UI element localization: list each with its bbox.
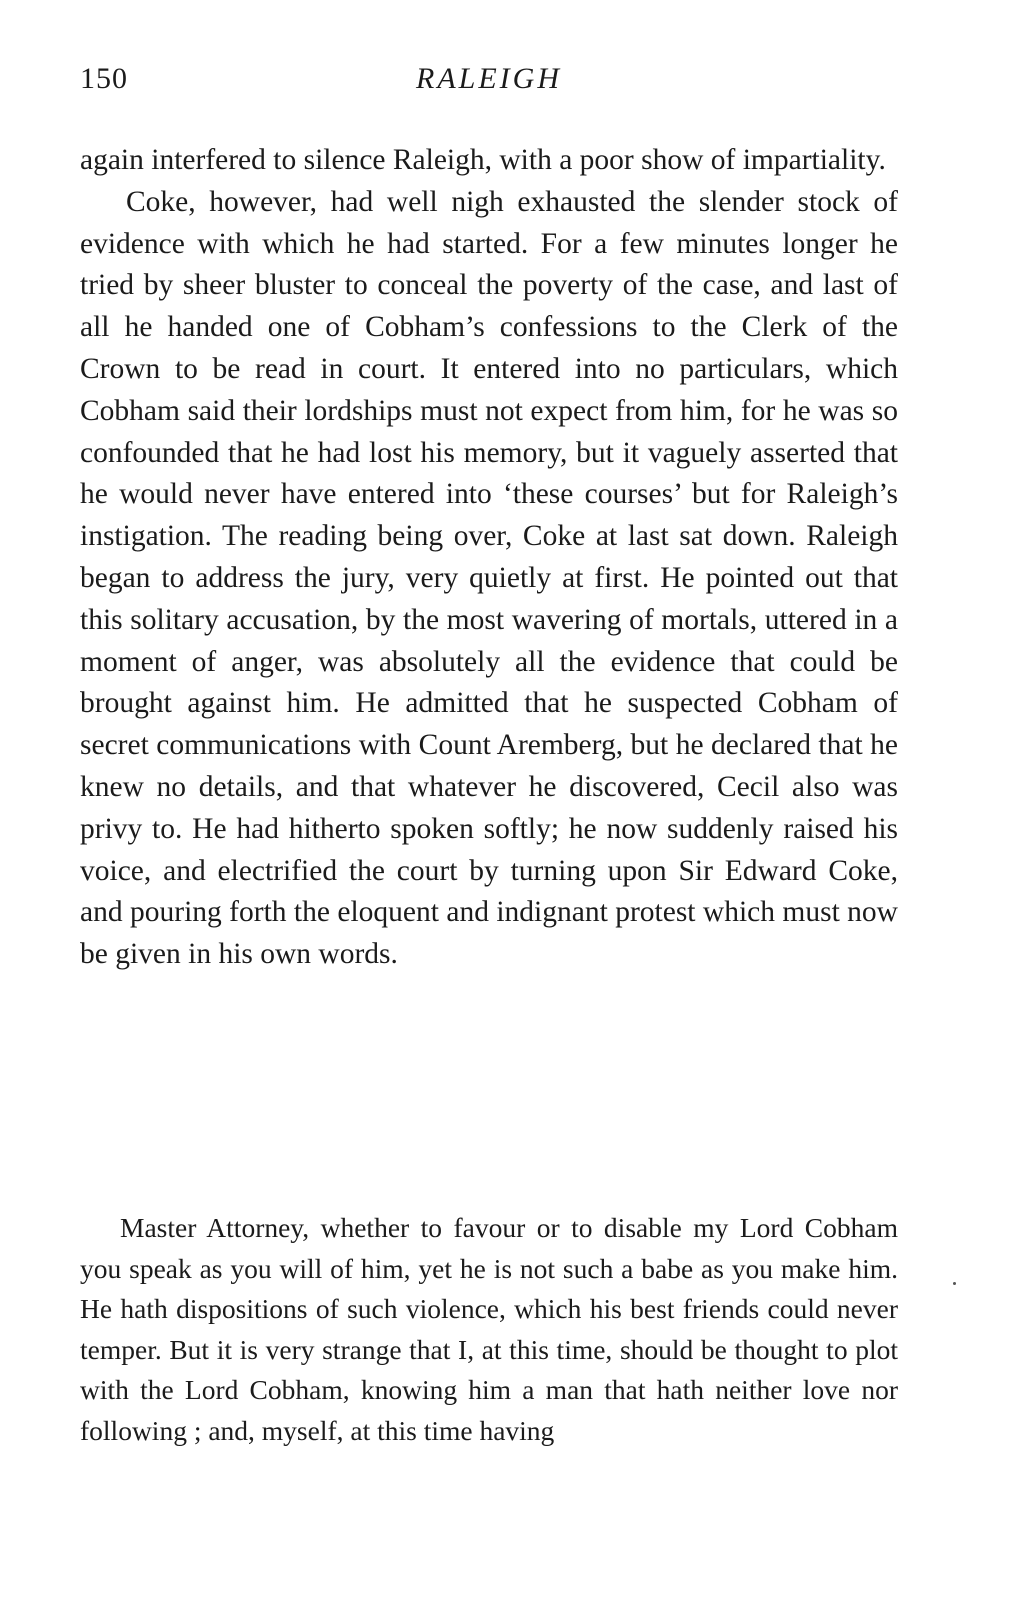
running-title: RALEIGH [416, 62, 562, 95]
print-speck [953, 1282, 956, 1285]
paragraph: again interfered to silence Raleigh, with a poor show of impartiality. [80, 144, 886, 176]
quote-paragraph: Master Attorney, whether to favour or to disable my Lord Cobham you speak as you will of him, yet he is not such a babe as you make him. He hath dispositions of such violence, which his best friends could never temper. But it is very strange that I, at this time, should be thought to plot with the Lord Cobham, knowing him a man that hath neither love nor following ; and, myself, at this time having [80, 1212, 898, 1446]
page-number: 150 [80, 62, 128, 95]
page-header [80, 62, 898, 102]
main-text [80, 140, 898, 976]
paragraph: Coke, however, had well nigh exhausted the slender stock of evidence with which he had started. For a few minutes longer he tried by sheer bluster to conceal the poverty of the case, and last of all he handed one of Cobham’s confessions to the Clerk of the Crown to be read in court. It entered into no particulars, which Cobham said their lordships must not expect from him, for he was so confounded that he had lost his memory, but it vaguely asserted that he would never have entered into ‘these courses’ but for Raleigh’s instigation. The reading being over, Coke at last sat down. Raleigh began to address the jury, very quietly at first. He pointed out that this solitary accusation, by the most wavering of mortals, uttered in a moment of anger, was absolutely all the evidence that could be brought against him. He admitted that he suspected Cobham of secret communications with Count Aremberg, but he declared that he knew no details, and that whatever he discovered, Cecil also was privy to. He had hitherto spoken softly; he now suddenly raised his voice, and electrified the court by turning upon Sir Edward Coke, and pouring forth the eloquent and indignant protest which must now be given in his own words. [80, 185, 898, 971]
block-quote [80, 1208, 898, 1451]
